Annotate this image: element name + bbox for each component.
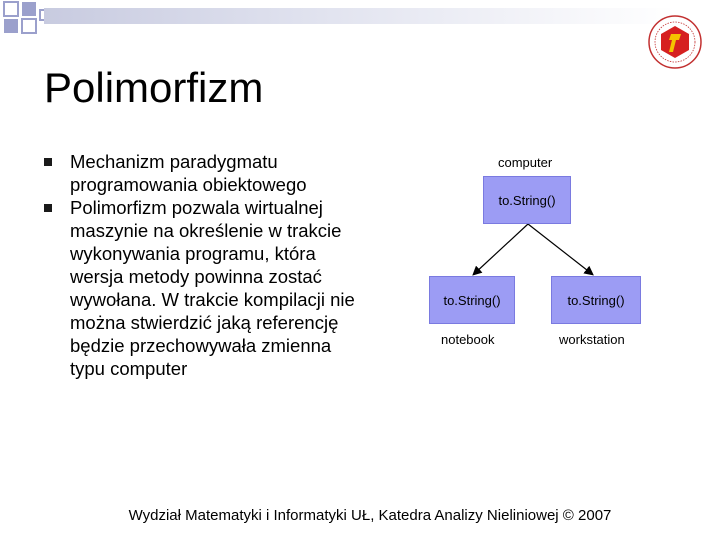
class-diagram xyxy=(420,150,660,360)
bullet-item xyxy=(44,196,364,380)
workstation-class-name: workstation xyxy=(559,332,625,347)
slide-title: Polimorfizm xyxy=(44,64,264,111)
arrow-to-workstation xyxy=(528,224,592,274)
root-class-name: computer xyxy=(498,155,553,170)
bullet-text: Mechanizm paradygmatu programowania obiektowego xyxy=(70,151,307,195)
notebook-method-box xyxy=(429,276,515,324)
header-gradient-bar xyxy=(44,8,676,24)
slide-footer: Wydział Matematyki i Informatyki UŁ, Katedra Analizy Nieliniowej © 2007 xyxy=(128,507,612,524)
bullet-text: Polimorfizm pozwala wirtualnej maszynie na określenie w trakcie wykonywania programu, która wersja metody powinna zostać wywołana. W trakcie kompilacji nie można stwierdzić jaką referencję będzie przechowywała zmienna typu computer xyxy=(70,197,355,379)
workstation-method-label: to.String() xyxy=(567,292,625,308)
bullet-item xyxy=(44,150,364,196)
root-method-label: to.String() xyxy=(498,192,556,208)
square-bullet-icon xyxy=(44,204,52,212)
university-logo xyxy=(647,14,703,70)
root-method-box xyxy=(483,176,571,224)
notebook-class-name: notebook xyxy=(441,332,495,347)
workstation-method-box xyxy=(551,276,641,324)
arrow-to-notebook xyxy=(474,224,528,274)
notebook-method-label: to.String() xyxy=(443,292,501,308)
bullet-list xyxy=(44,150,364,380)
square-bullet-icon xyxy=(44,158,52,166)
